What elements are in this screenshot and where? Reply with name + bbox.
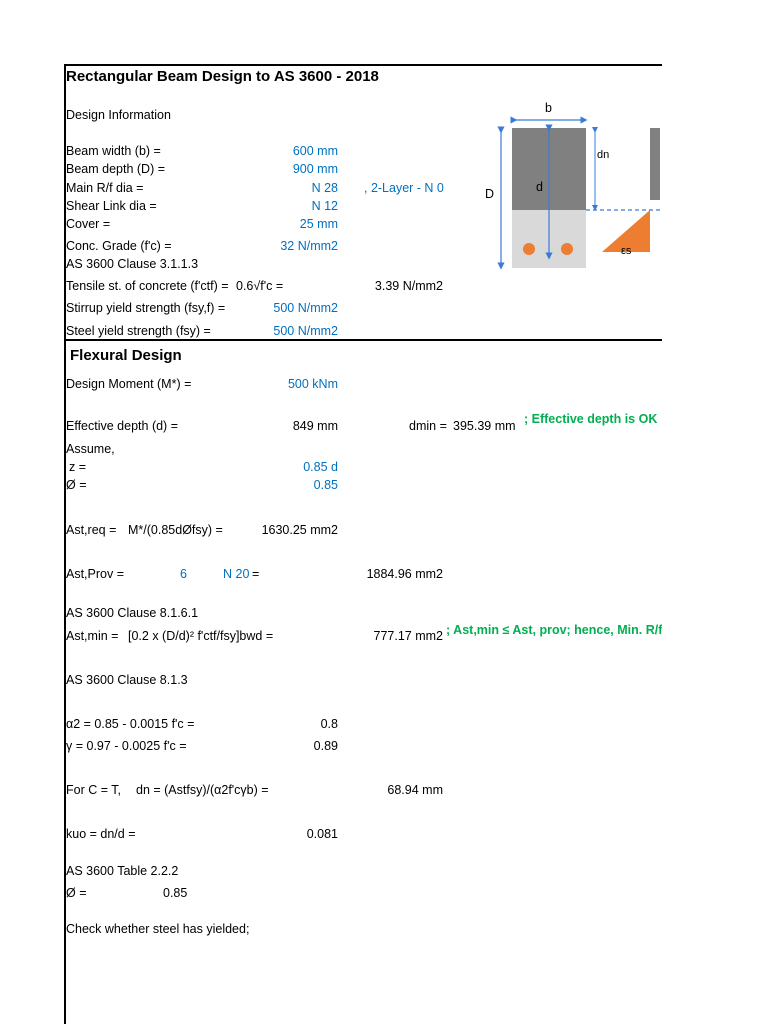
tensile-value: 3.39 N/mm2 [374, 279, 443, 293]
page-title: Rectangular Beam Design to AS 3600 - 2018 [66, 68, 379, 85]
z-value: 0.85 d [303, 460, 338, 474]
dn-formula: dn = (Astfsy)/(α2f'cγb) = [136, 783, 269, 797]
beam-depth-label: Beam depth (D) = [66, 162, 166, 176]
stress-block [650, 128, 660, 200]
rebar-right [561, 243, 573, 255]
check-yield-text: Check whether steel has yielded; [66, 922, 250, 936]
diagram-label-es: εs [621, 245, 632, 257]
dmin-check: ; Effective depth is OK [524, 412, 658, 426]
conc-grade-label: Conc. Grade (f'c) = [66, 239, 172, 253]
ast-prov-eq: = [252, 567, 260, 581]
main-rf-note: , 2-Layer - N 0 [364, 181, 444, 195]
ast-min-value: 777.17 mm2 [373, 629, 443, 643]
eff-depth-value: 849 mm [292, 419, 338, 433]
alpha-label: α2 = 0.85 - 0.0015 f'c = [66, 717, 195, 731]
beam-depth-value: 900 mm [292, 162, 338, 176]
conc-grade-value: 32 N/mm2 [280, 239, 338, 253]
main-rf-value: N 28 [311, 181, 338, 195]
ast-req-value: 1630.25 mm2 [261, 523, 338, 537]
dmin-label: dmin = [409, 419, 447, 433]
phi-label: Ø = [66, 478, 87, 492]
ast-prov-bar: N 20 [223, 567, 250, 581]
ast-min-check: ; Ast,min ≤ Ast, prov; hence, Min. R/f [446, 623, 662, 637]
steel-label: Steel yield strength (fsy) = [66, 324, 211, 338]
ast-prov-value: 1884.96 mm2 [366, 567, 443, 581]
gamma-value: 0.89 [313, 739, 338, 753]
ast-min-label: Ast,min = [66, 629, 119, 643]
ct-label: For C = T, [66, 783, 121, 797]
moment-value: 500 kNm [287, 377, 338, 391]
beam-section-diagram [485, 98, 660, 273]
assume-label: Assume, [66, 442, 115, 456]
dn-value: 68.94 mm [387, 783, 443, 797]
diagram-label-d: d [536, 180, 543, 194]
ast-prov-num: 6 [180, 567, 187, 581]
diagram-label-D: D [485, 187, 495, 201]
flexural-heading: Flexural Design [70, 347, 182, 364]
top-border [64, 64, 662, 66]
main-rf-label: Main R/f dia = [66, 181, 144, 195]
diagram-label-b: b [545, 101, 552, 115]
cover-label: Cover = [66, 217, 111, 231]
gamma-label: γ = 0.97 - 0.0025 f'c = [66, 739, 187, 753]
tensile-label: Tensile st. of concrete (f'ctf) = [66, 279, 229, 293]
shear-link-value: N 12 [311, 199, 338, 213]
table-222: AS 3600 Table 2.2.2 [66, 864, 179, 878]
beam-width-value: 600 mm [292, 144, 338, 158]
cover-value: 25 mm [299, 217, 338, 231]
clause-813: AS 3600 Clause 8.1.3 [66, 673, 188, 687]
steel-value: 500 N/mm2 [273, 324, 338, 338]
ast-prov-label: Ast,Prov = [66, 567, 125, 581]
phi2-label: Ø = [66, 886, 87, 900]
phi2-value: 0.85 [163, 886, 188, 900]
design-info-heading: Design Information [66, 108, 171, 122]
moment-label: Design Moment (M*) = [66, 377, 192, 391]
phi-value: 0.85 [313, 478, 338, 492]
rebar-left [523, 243, 535, 255]
kuo-value: 0.081 [306, 827, 338, 841]
kuo-label: kuo = dn/d = [66, 827, 136, 841]
eff-depth-label: Effective depth (d) = [66, 419, 178, 433]
ast-req-label: Ast,req = [66, 523, 117, 537]
beam-width-label: Beam width (b) = [66, 144, 161, 158]
ast-req-formula: M*/(0.85dØfsy) = [128, 523, 223, 537]
z-label: z = [69, 460, 87, 474]
alpha-value: 0.8 [320, 717, 338, 731]
stirrup-label: Stirrup yield strength (fsy,f) = [66, 301, 226, 315]
clause-3113: AS 3600 Clause 3.1.1.3 [66, 257, 199, 271]
tensile-formula: 0.6√f'c = [236, 279, 284, 293]
ast-min-formula: [0.2 x (D/d)² f'ctf/fsy]bwd = [128, 629, 274, 643]
stirrup-value: 500 N/mm2 [273, 301, 338, 315]
shear-link-label: Shear Link dia = [66, 199, 157, 213]
dmin-value: 395.39 mm [453, 419, 516, 433]
diagram-label-dn: dn [597, 149, 610, 161]
clause-8161: AS 3600 Clause 8.1.6.1 [66, 606, 199, 620]
section-divider [64, 339, 662, 341]
